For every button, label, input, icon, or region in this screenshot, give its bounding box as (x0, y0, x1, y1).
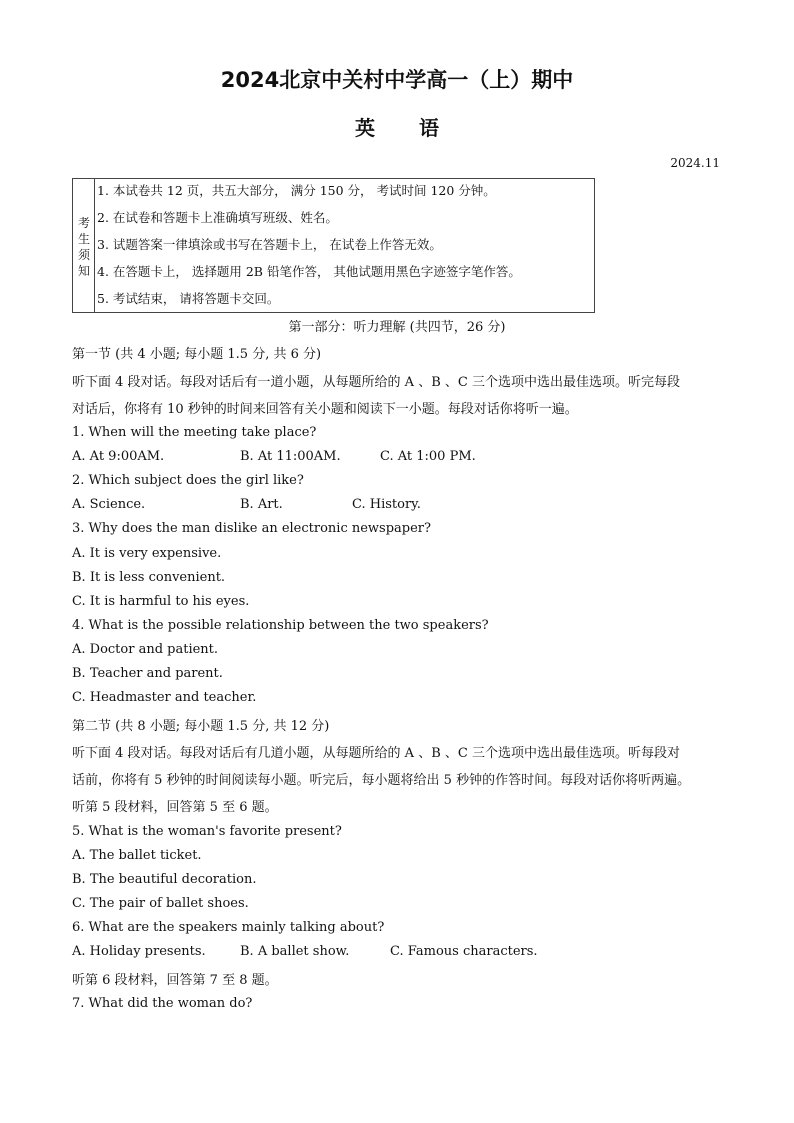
exam-date: 2024.11 (670, 156, 720, 170)
option: B. At 11:00AM. (240, 449, 341, 464)
question-7: 7. What did the woman do? (72, 996, 253, 1011)
option: A. The ballet ticket. (72, 848, 202, 863)
question-6: 6. What are the speakers mainly talking about? (72, 920, 385, 935)
option: B. It is less convenient. (72, 570, 226, 585)
subject-char-1: 英 (355, 116, 375, 140)
section1-instruction: 听下面 4 段对话。每段对话后有一道小题，从每题所给的 A 、B 、C 三个选项中选出最佳选项。听完每段 (72, 375, 680, 390)
section1-instruction: 对话后，你将有 10 秒钟的时间来回答有关小题和阅读下一小题。每段对话你将听一遍。 (72, 402, 578, 417)
section2-heading: 第二节 (共 8 小题; 每小题 1.5 分, 共 12 分) (72, 719, 330, 734)
question-5: 5. What is the woman's favorite present? (72, 824, 342, 839)
option: B. Teacher and parent. (72, 666, 223, 681)
subject-title (0, 112, 794, 141)
exam-notice-box (72, 178, 595, 313)
material-5-note: 听第 5 段材料，回答第 5 至 6 题。 (72, 800, 278, 815)
material-6-note: 听第 6 段材料，回答第 7 至 8 题。 (72, 973, 278, 988)
option: A. Holiday presents. (72, 944, 206, 959)
question-3: 3. Why does the man dislike an electronic newspaper? (72, 521, 431, 536)
option: A. It is very expensive. (72, 546, 222, 561)
notice-side-label (73, 179, 95, 312)
question-4: 4. What is the possible relationship between the two speakers? (72, 618, 489, 633)
section1-heading: 第一节 (共 4 小题; 每小题 1.5 分, 共 6 分) (72, 347, 322, 362)
notice-side-char: 须 (77, 248, 90, 262)
part1-heading: 第一部分：听力理解 (共四节，26 分) (288, 320, 506, 335)
notice-item: 5. 考试结束， 请将答题卡交回。 (97, 291, 280, 306)
option: A. Doctor and patient. (72, 642, 219, 657)
section2-instruction: 话前，你将有 5 秒钟的时间阅读每小题。听完后，每小题将给出 5 秒钟的作答时间。每段对话你将听两遍。 (72, 773, 691, 788)
question-1: 1. When will the meeting take place? (72, 425, 317, 440)
option: C. History. (352, 497, 421, 512)
page-title: 2024北京中关村中学高一（上）期中 (220, 68, 574, 92)
option: B. A ballet show. (240, 944, 350, 959)
section2-instruction: 听下面 4 段对话。每段对话后有几道小题，从每题所给的 A 、B 、C 三个选项中选出最佳选项。听每段对 (72, 746, 680, 761)
option: C. Headmaster and teacher. (72, 690, 257, 705)
option: B. Art. (240, 497, 283, 512)
notice-item: 3. 试题答案一律填涂或书写在答题卡上， 在试卷上作答无效。 (97, 237, 442, 252)
notice-side-char: 知 (77, 264, 90, 278)
subject-char-2: 语 (419, 116, 439, 140)
option: C. The pair of ballet shoes. (72, 896, 249, 911)
option: C. Famous characters. (390, 944, 538, 959)
question-2: 2. Which subject does the girl like? (72, 473, 304, 488)
notice-item: 4. 在答题卡上， 选择题用 2B 铅笔作答， 其他试题用黑色字迹签字笔作答。 (97, 264, 521, 279)
notice-item: 1. 本试卷共 12 页，共五大部分， 满分 150 分， 考试时间 120 分钟。 (97, 183, 496, 198)
option: B. The beautiful decoration. (72, 872, 257, 887)
notice-side-char: 生 (77, 232, 90, 246)
option: C. It is harmful to his eyes. (72, 594, 250, 609)
notice-item: 2. 在试卷和答题卡上准确填写班级、姓名。 (97, 210, 338, 225)
option: C. At 1:00 PM. (380, 449, 476, 464)
option: A. Science. (72, 497, 146, 512)
notice-side-char: 考 (77, 216, 90, 230)
option: A. At 9:00AM. (72, 449, 165, 464)
